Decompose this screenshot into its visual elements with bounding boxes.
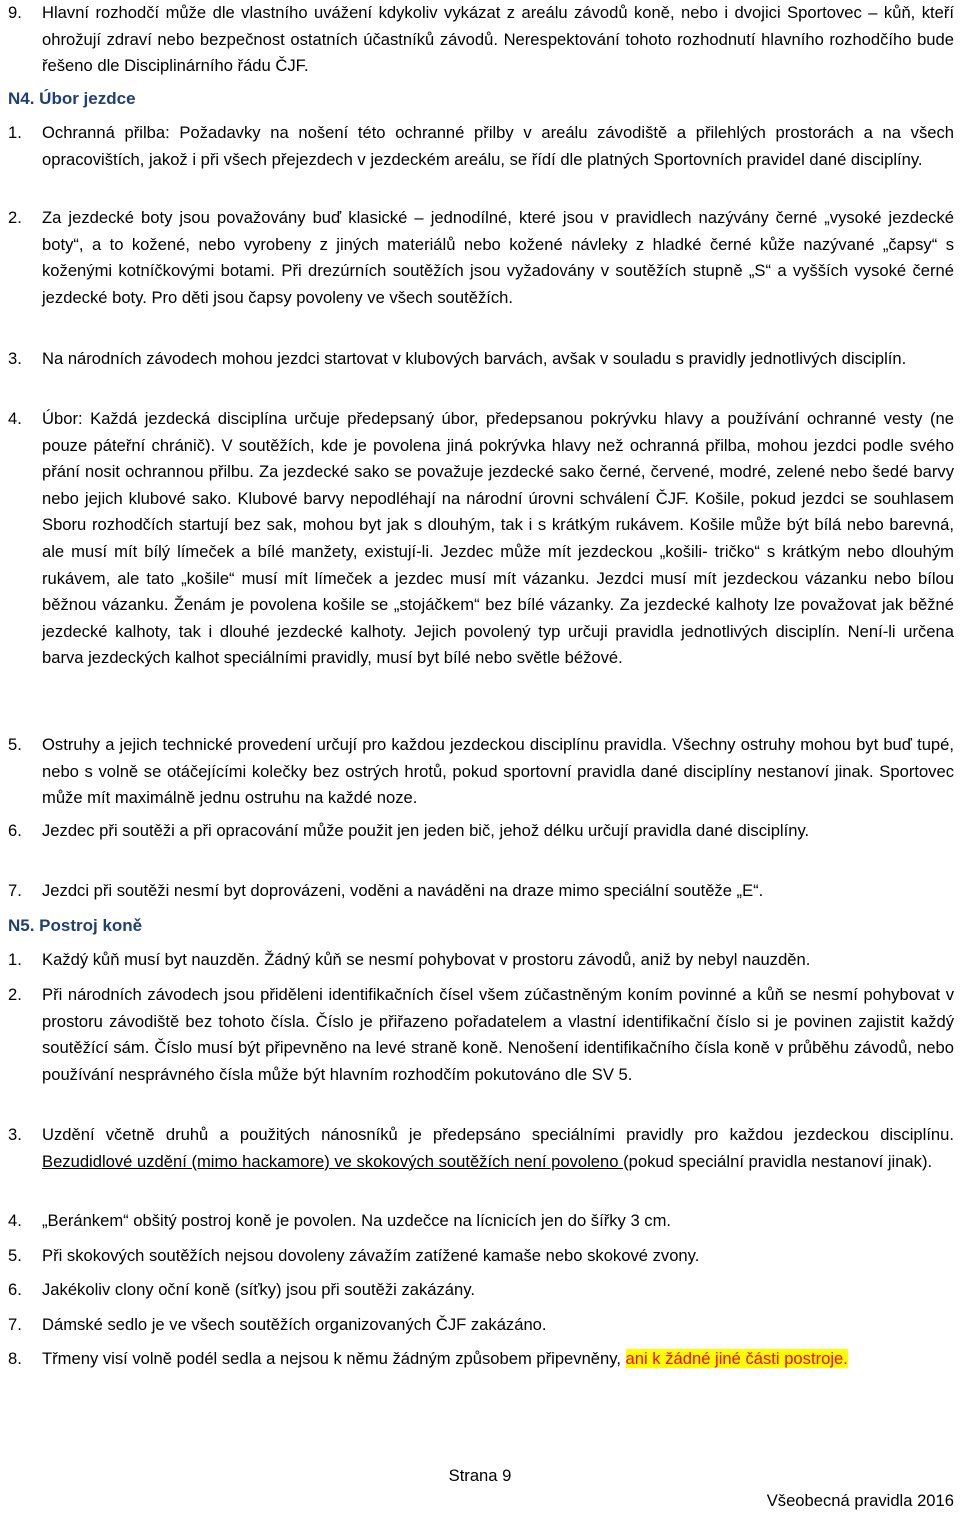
rule-item-n4-6 bbox=[8, 818, 954, 845]
item-text-part: Uzdění včetně druhů a použitých nánosníků je předepsáno speciálními pravidly pro každou jezdeckou disciplínu. bbox=[42, 1125, 954, 1144]
item-number: 1. bbox=[8, 950, 22, 969]
item-text-part: (pokud speciální pravidla nestanoví jinak). bbox=[623, 1151, 933, 1171]
item-number: 3. bbox=[8, 349, 22, 368]
item-number: 5. bbox=[8, 1246, 22, 1265]
item-text: Úbor: Každá jezdecká disciplína určuje předepsaný úbor, předepsanou pokrývku hlavy a používání ochranné vesty (ne pouze páteřní chránič). V soutěžích, kde je povolena jiná pokrývka hlavy než ochranná přilba, mohou jezdci podle svého přání nosit ochrannou přilbu. Za jezdecké sako se považuje jezdecké sako černé, červené, modré, zelené nebo šedé barvy nebo jejich klubové sako. Klubové barvy nepodléhají na národní úrovni schválení ČJF. Košile, pokud jezdci se souhlasem Sboru rozhodčích startují bez sak, mohou byt jak s dlouhým, tak i s krátkým rukávem. Košile může být bílá nebo barevná, ale musí mít bílý límeček a bílé manžety, existují-li. Jezdec může mít jezdeckou „košili- tričko“ s krátkým nebo dlouhým rukávem, ale tato „košile“ musí mít límeček a jezdec musí mít vázanku. Jezdci musí mít jezdeckou vázanku nebo bílou běžnou vázanku. Ženám je povolena košile se „stojáčkem“ bez bílé vázanky. Za jezdecké kalhoty lze považovat jak běžné jezdecké kalhoty, tak i dlouhé jezdecké kalhoty. Jejich povolený typ určuji pravidla jednotlivých disciplín. Není-li určena barva jezdeckých kalhot speciálními pravidly, musí byt bílé nebo světle béžové. bbox=[42, 409, 954, 668]
item-text: Dámské sedlo je ve všech soutěžích organizovaných ČJF zakázáno. bbox=[42, 1315, 547, 1334]
rule-item-n5-4 bbox=[8, 1208, 954, 1235]
rule-item-n5-2 bbox=[8, 982, 954, 1088]
section-heading-n4: N4. Úbor jezdce bbox=[8, 89, 136, 108]
rule-item-n4-4 bbox=[8, 406, 954, 672]
rule-item-n5-1 bbox=[8, 947, 954, 974]
item-text: Jakékoliv clony oční koně (síťky) jsou při soutěži zakázány. bbox=[42, 1280, 475, 1299]
item-number: 3. bbox=[8, 1125, 22, 1144]
item-number: 5. bbox=[8, 735, 22, 754]
item-text-part: Třmeny visí volně podél sedla a nejsou k němu žádným způsobem připevněny, bbox=[42, 1349, 626, 1368]
item-number: 7. bbox=[8, 1315, 22, 1334]
rule-item-n4-1 bbox=[8, 120, 954, 173]
rule-item-n5-5 bbox=[8, 1243, 954, 1270]
item-number: 9. bbox=[8, 3, 22, 22]
item-text: Za jezdecké boty jsou považovány buď klasické – jednodílné, které jsou v pravidlech nazývány černé „vysoké jezdecké boty“, a to kožené, nebo vyrobeny z jiných materiálů nebo kožené návleky z hladké černé kůže nazývané „čapsy“ s koženými kotníčkovými botami. Při drezúrních soutěžích jsou vyžadovány v soutěžích stupně „S“ a vyšších vysoké černé jezdecké boty. Pro děti jsou čapsy povoleny ve všech soutěžích. bbox=[42, 208, 954, 307]
item-text bbox=[42, 1346, 954, 1373]
item-number: 4. bbox=[8, 1211, 22, 1230]
item-text: Při národních závodech jsou přiděleni identifikačních čísel všem zúčastněným koním povinné a kůň se nesmí pohybovat v prostoru závodiště bez tohoto čísla. Číslo je přiřazeno pořadatelem a vlastní identifikační číslo si je povinen zajistit každý soutěžící sám. Číslo musí být připevněno na levé straně koně. Nenošení identifikačního čísla koně v průběhu závodů, nebo používání nesprávného čísla může být hlavním rozhodčím pokutováno dle SV 5. bbox=[42, 985, 954, 1084]
rule-item-n4-5 bbox=[8, 732, 954, 812]
rule-item-n5-8 bbox=[8, 1346, 954, 1373]
rule-item-n4-2 bbox=[8, 205, 954, 311]
rule-item-n5-3 bbox=[8, 1122, 954, 1175]
underlined-text: Bezudidlové uzdění (mimo hackamore) ve skokových soutěžích není povoleno bbox=[42, 1151, 624, 1171]
item-number: 1. bbox=[8, 123, 22, 142]
highlighted-text: ani k žádné jiné části postroje. bbox=[625, 1349, 848, 1368]
item-text bbox=[42, 1122, 954, 1175]
section-heading-n5: N5. Postroj koně bbox=[8, 916, 143, 935]
page-number: Strana 9 bbox=[448, 1466, 512, 1485]
rule-item-n3-9 bbox=[8, 0, 954, 80]
document-title-footer: Všeobecná pravidla 2016 bbox=[766, 1491, 954, 1510]
item-text: „Beránkem“ obšitý postroj koně je povolen. Na uzdečce na lícnicích jen do šířky 3 cm. bbox=[42, 1211, 672, 1230]
item-text: Jezdec při soutěži a při opracování může použit jen jeden bič, jehož délku určují pravidla dané disciplíny. bbox=[42, 821, 810, 840]
item-text: Na národních závodech mohou jezdci startovat v klubových barvách, avšak v souladu s pravidly jednotlivých disciplín. bbox=[42, 349, 907, 368]
item-text: Ochranná přilba: Požadavky na nošení této ochranné přilby v areálu závodiště a přilehlých prostorách a na všech opracovištích, jakož i při všech přejezdech v jezdeckém areálu, se řídí dle platných Sportovních pravidel dané disciplíny. bbox=[42, 123, 954, 169]
rule-item-n5-7 bbox=[8, 1312, 954, 1339]
rule-item-n4-7 bbox=[8, 878, 954, 905]
item-number: 2. bbox=[8, 208, 22, 227]
item-text: Jezdci při soutěži nesmí byt doprovázeni, voděni a naváděni na draze mimo speciální soutěže „E“. bbox=[42, 881, 764, 900]
item-number: 8. bbox=[8, 1349, 22, 1368]
item-text: Ostruhy a jejich technické provedení určují pro každou jezdeckou disciplínu pravidla. Všechny ostruhy mohou byt buď tupé, nebo s volně se otáčejícími kolečky bez ostrých hrotů, pokud sportovní pravidla dané disciplíny nestanoví jinak. Sportovec může mít maximálně jednu ostruhu na každé noze. bbox=[42, 735, 954, 808]
item-text: Hlavní rozhodčí může dle vlastního uvážení kdykoliv vykázat z areálu závodů koně, nebo i dvojici Sportovec – kůň, kteří ohrožují zdraví nebo bezpečnost ostatních účastníků závodů. Nerespektování tohoto rozhodnutí hlavního rozhodčího bude řešeno dle Disciplinárního řádu ČJF. bbox=[42, 3, 954, 76]
rule-item-n4-3 bbox=[8, 346, 954, 373]
item-number: 7. bbox=[8, 881, 22, 900]
item-number: 6. bbox=[8, 821, 22, 840]
item-text: Při skokových soutěžích nejsou dovoleny závažím zatížené kamaše nebo skokové zvony. bbox=[42, 1246, 700, 1265]
item-number: 2. bbox=[8, 985, 22, 1004]
rule-item-n5-6 bbox=[8, 1277, 954, 1304]
item-text: Každý kůň musí byt nauzděn. Žádný kůň se nesmí pohybovat v prostoru závodů, aniž by nebyl nauzděn. bbox=[42, 950, 811, 969]
item-number: 6. bbox=[8, 1280, 22, 1299]
item-number: 4. bbox=[8, 409, 22, 428]
